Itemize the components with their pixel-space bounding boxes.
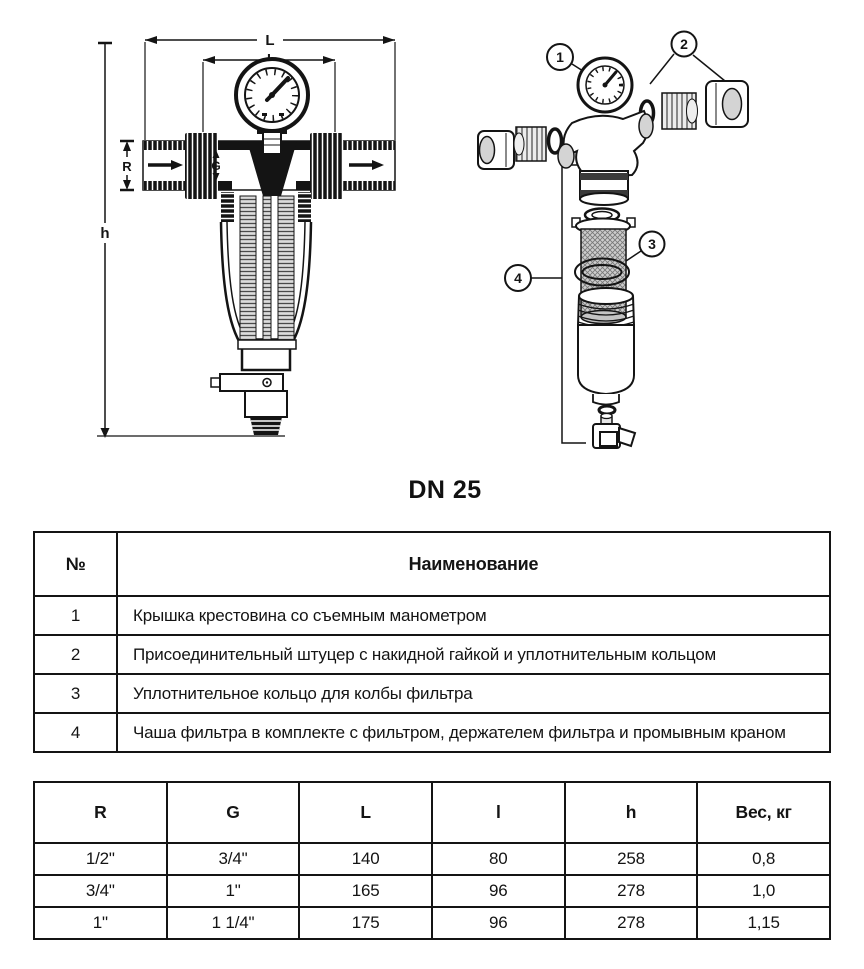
- part-number: 3: [34, 674, 117, 713]
- specs-header-G: G: [167, 782, 300, 843]
- parts-table-row: [34, 713, 830, 752]
- callout-2: 2: [680, 36, 688, 52]
- spec-cell: 1 1/4": [167, 907, 300, 939]
- specs-table-header-row: [34, 782, 830, 843]
- part-name: Чаша фильтра в комплекте с фильтром, держателем фильтра и промывным краном: [117, 713, 830, 752]
- drain-valve: [211, 374, 287, 435]
- specs-header-h: h: [565, 782, 698, 843]
- parts-table-row: [34, 635, 830, 674]
- filter-mesh: [240, 196, 294, 340]
- part-name: Крышка крестовина со съемным манометром: [117, 596, 830, 635]
- cross-body: [558, 111, 653, 205]
- spec-cell: 3/4": [167, 843, 300, 875]
- part-name: Уплотнительное кольцо для колбы фильтра: [117, 674, 830, 713]
- spec-cell: 96: [432, 907, 565, 939]
- spec-cell: 1": [34, 907, 167, 939]
- part-number: 2: [34, 635, 117, 674]
- spec-cell: 1,15: [697, 907, 830, 939]
- part-number: 4: [34, 713, 117, 752]
- callout-4: 4: [514, 270, 522, 286]
- dim-label-R: R: [122, 159, 132, 174]
- model-size-label: DN 25: [408, 476, 482, 504]
- spec-cell: 175: [299, 907, 432, 939]
- flush-valve: [593, 414, 635, 449]
- parts-header-number: №: [34, 532, 117, 596]
- part-name: Присоединительный штуцер с накидной гайкой и уплотнительным кольцом: [117, 635, 830, 674]
- specs-header-weight: Вес, кг: [697, 782, 830, 843]
- dim-label-h: h: [100, 225, 110, 242]
- parts-header-name: Наименование: [117, 532, 830, 596]
- spec-cell: 278: [565, 875, 698, 907]
- spec-cell: 80: [432, 843, 565, 875]
- part-number: 1: [34, 596, 117, 635]
- specs-table-row: [34, 907, 830, 939]
- spec-cell: 1": [167, 875, 300, 907]
- callout-1: 1: [556, 49, 564, 65]
- dim-label-L: L: [265, 32, 275, 49]
- specs-table-row: [34, 843, 830, 875]
- spec-cell: 0,8: [697, 843, 830, 875]
- drain-o-ring: [599, 406, 615, 414]
- left-connector-set: [478, 127, 562, 169]
- spec-cell: 96: [432, 875, 565, 907]
- callout-3: 3: [648, 236, 656, 252]
- parts-table: [33, 531, 831, 753]
- pressure-gauge: [578, 58, 632, 112]
- parts-table-row: [34, 596, 830, 635]
- dim-label-G: G: [211, 159, 221, 173]
- pressure-gauge: [236, 59, 308, 154]
- specs-table-row: [34, 875, 830, 907]
- parts-table-row: [34, 674, 830, 713]
- spec-cell: 1,0: [697, 875, 830, 907]
- spec-cell: 278: [565, 907, 698, 939]
- specs-header-l: l: [432, 782, 565, 843]
- filter-bowl: [221, 192, 311, 370]
- filter-exploded-drawing: [460, 25, 770, 465]
- specs-header-R: R: [34, 782, 167, 843]
- spec-cell: 3/4": [34, 875, 167, 907]
- spec-cell: 140: [299, 843, 432, 875]
- parts-table-header-row: [34, 532, 830, 596]
- spec-cell: 258: [565, 843, 698, 875]
- spec-cell: 1/2": [34, 843, 167, 875]
- right-connector-set: [641, 81, 749, 129]
- filter-dimension-drawing: [85, 26, 415, 458]
- spec-cell: 165: [299, 875, 432, 907]
- specs-header-L: L: [299, 782, 432, 843]
- specs-table: [33, 781, 831, 940]
